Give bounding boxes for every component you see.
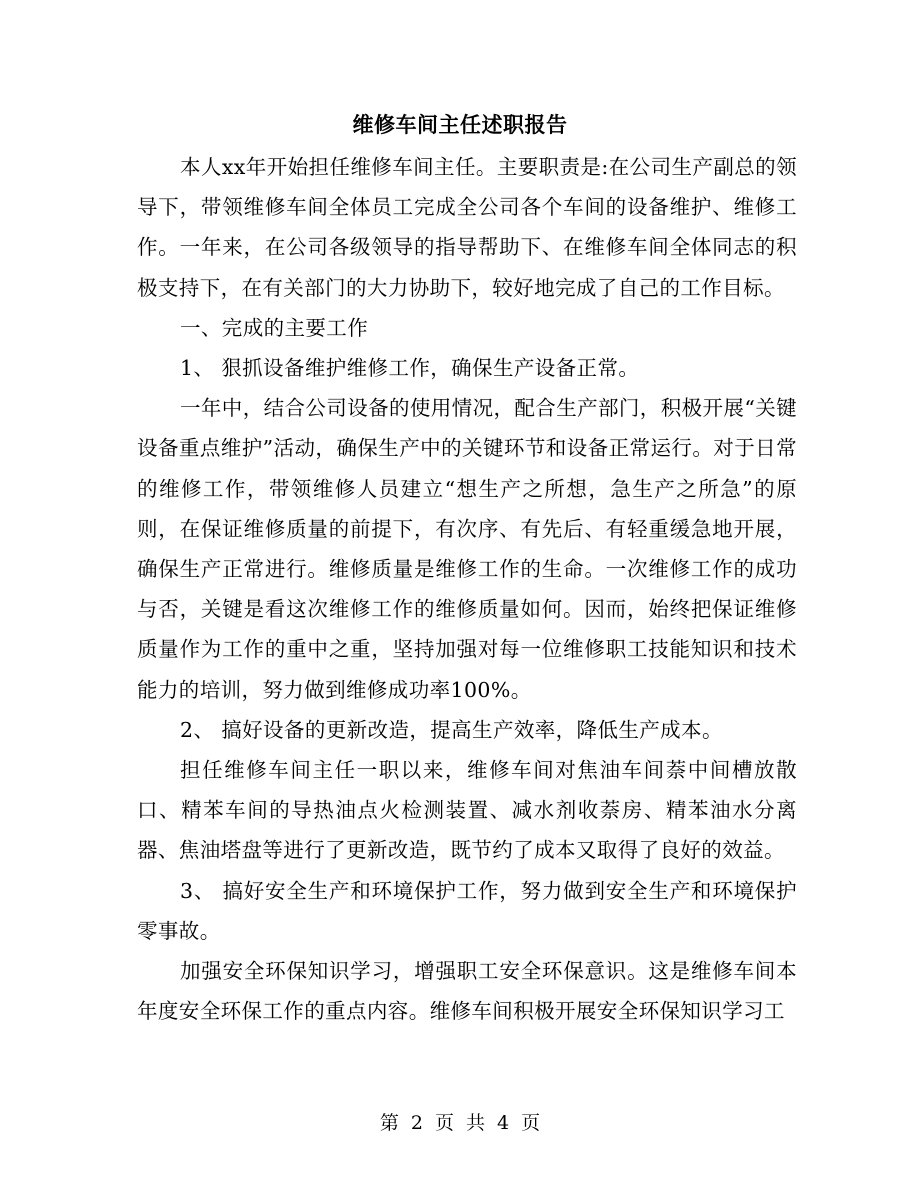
- item-heading-3: 3、 搞好安全生产和环境保护工作，努力做到安全生产和环境保护零事故。: [137, 878, 797, 943]
- section-heading-main-work: 一、完成的主要工作: [180, 315, 369, 340]
- paragraph-safety: 加强安全环保知识学习，增强职工安全环保意识。这是维修车间本年度安全环保工作的重点内容。维修车间积极开展安全环保知识学习工: [137, 959, 797, 1024]
- paragraph-maintenance: 一年中，结合公司设备的使用情况，配合生产部门，积极开展“关键设备重点维护”活动，确保生产中的关键环节和设备正常运行。对于日常的维修工作，带领维修人员建立“想生产之所想，急生产之所急”的原则，在保证维修质量的前提下，有次序、有先后、有轻重缓急地开展，确保生产正常进行。维修质量是维修工作的生命。一次维修工作的成功与否，关键是看这次维修工作的维修质量如何。因而，始终把保证维修质量作为工作的重中之重，坚持加强对每一位维修职工技能知识和技术能力的培训，努力做到维修成功率100%。: [137, 396, 797, 702]
- document-title: 维修车间主任述职报告: [352, 112, 568, 137]
- item-heading-1: 1、 狠抓设备维护维修工作，确保生产设备正常。: [180, 356, 640, 381]
- paragraph-renovation: 担任维修车间主任一职以来，维修车间对焦油车间萘中间槽放散口、精苯车间的导热油点火检测装置、减水剂收萘房、精苯油水分离器、焦油塔盘等进行了更新改造，既节约了成本又取得了良好的效益。: [137, 758, 797, 863]
- paragraph-intro: 本人xx年开始担任维修车间主任。主要职责是:在公司生产副总的领导下，带领维修车间全体员工完成全公司各个车间的设备维护、维修工作。一年来，在公司各级领导的指导帮助下、在维修车间全体同志的积极支持下，在有关部门的大力协助下，较好地完成了自己的工作目标。: [137, 155, 797, 300]
- document-body: [137, 147, 797, 1031]
- item-heading-2: 2、 搞好设备的更新改造，提高生产效率，降低生产成本。: [180, 717, 723, 742]
- page-number-footer: 第 2 页 共 4 页: [379, 1112, 541, 1134]
